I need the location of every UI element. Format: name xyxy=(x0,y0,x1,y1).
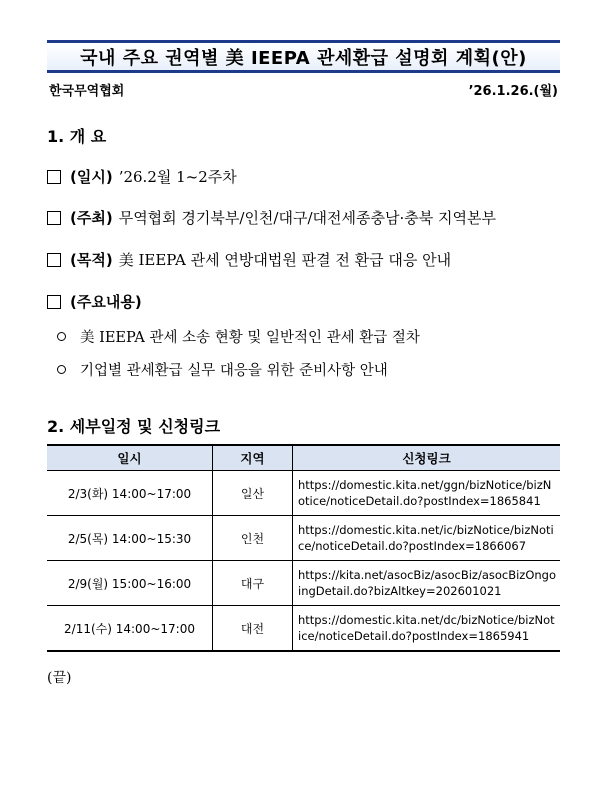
organization-name: 한국무역협회 xyxy=(49,84,125,99)
item-text: 美 IEEPA 관세 연방대법원 판결 전 환급 대응 안내 xyxy=(118,251,452,269)
section-1-heading: 1. 개 요 xyxy=(47,127,107,146)
checkbox-square-icon xyxy=(47,253,61,267)
document-title: 국내 주요 권역별 美 IEEPA 관세환급 설명회 계획(안) xyxy=(80,47,527,69)
item-schedule xyxy=(47,166,237,187)
cell-region: 일산 xyxy=(213,471,293,516)
column-header-region: 지역 xyxy=(213,445,293,471)
cell-datetime: 2/5(목) 14:00~15:30 xyxy=(47,516,213,561)
table-header-row xyxy=(47,445,560,471)
item-text: 무역협회 경기북부/인천/대구/대전세종충남·충북 지역본부 xyxy=(118,209,496,227)
sub-item xyxy=(57,326,420,347)
cell-registration-link[interactable]: https://domestic.kita.net/ic/bizNotice/bizNotice/noticeDetail.do?postIndex=1866067 xyxy=(293,516,561,561)
cell-datetime: 2/9(월) 15:00~16:00 xyxy=(47,561,213,606)
column-header-datetime: 일시 xyxy=(47,445,213,471)
table-row xyxy=(47,516,560,561)
table-row xyxy=(47,606,560,652)
item-label: (주요내용) xyxy=(70,293,142,311)
item-purpose xyxy=(47,249,451,270)
circle-bullet-icon xyxy=(57,365,66,374)
checkbox-square-icon xyxy=(47,170,61,184)
document-date: ’26.1.26.(월) xyxy=(468,84,558,99)
cell-registration-link[interactable]: https://domestic.kita.net/dc/bizNotice/bizNotice/noticeDetail.do?postIndex=1865941 xyxy=(293,606,561,652)
checkbox-square-icon xyxy=(47,211,61,225)
item-text: ’26.2월 1~2주차 xyxy=(118,168,237,186)
schedule-table xyxy=(47,444,560,652)
sub-item-text: 美 IEEPA 관세 소송 현황 및 일반적인 관세 환급 절차 xyxy=(80,330,420,346)
circle-bullet-icon xyxy=(57,332,66,341)
cell-datetime: 2/3(화) 14:00~17:00 xyxy=(47,471,213,516)
column-header-link: 신청링크 xyxy=(293,445,561,471)
cell-region: 대구 xyxy=(213,561,293,606)
item-label: (목적) xyxy=(70,251,113,269)
item-main-content xyxy=(47,291,148,312)
table-row xyxy=(47,471,560,516)
cell-datetime: 2/11(수) 14:00~17:00 xyxy=(47,606,213,652)
end-marker: (끝) xyxy=(47,670,72,686)
cell-registration-link[interactable]: https://kita.net/asocBiz/asocBiz/asocBizOngoingDetail.do?bizAltkey=202601021 xyxy=(293,561,561,606)
table-row xyxy=(47,561,560,606)
item-label: (주최) xyxy=(70,209,113,227)
section-2-heading: 2. 세부일정 및 신청링크 xyxy=(47,417,221,436)
item-host xyxy=(47,207,496,228)
item-label: (일시) xyxy=(70,168,113,186)
cell-region: 대전 xyxy=(213,606,293,652)
cell-region: 인천 xyxy=(213,516,293,561)
sub-item-text: 기업별 관세환급 실무 대응을 위한 준비사항 안내 xyxy=(80,363,388,379)
sub-item xyxy=(57,359,388,380)
document-title-box xyxy=(47,40,560,73)
checkbox-square-icon xyxy=(47,295,61,309)
cell-registration-link[interactable]: https://domestic.kita.net/ggn/bizNotice/bizNotice/noticeDetail.do?postIndex=1865841 xyxy=(293,471,561,516)
